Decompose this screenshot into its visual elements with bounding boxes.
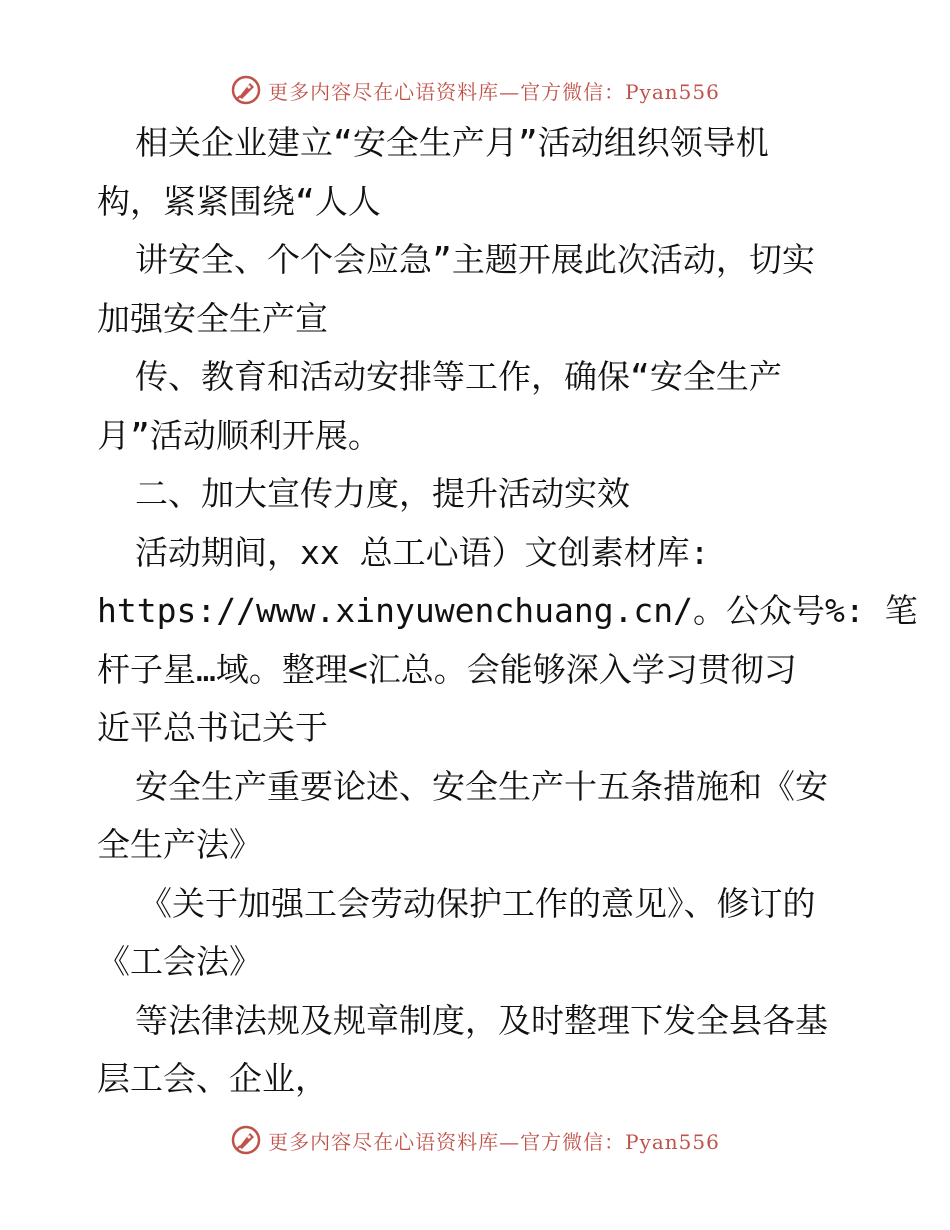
text-line: 层工会、企业，: [97, 1059, 328, 1098]
body-text: [97, 114, 918, 1109]
text-line: 加强安全生产宣: [97, 298, 328, 338]
text-line: 全生产法》: [97, 825, 262, 864]
pen-nib-icon: [230, 1124, 262, 1156]
text-line: 月”活动顺利开展。: [97, 415, 381, 455]
text-line: 《工会法》: [97, 942, 262, 981]
header-banner-text: 更多内容尽在心语资料库—官方微信：Pyan556: [268, 79, 720, 104]
text-line: 相关企业建立“安全生产月”活动组织领导机: [135, 123, 769, 162]
text-line: 活动期间，xx 总工心语）文创素材库:: [135, 532, 710, 572]
text-line: 构，紧紧围绕“人人: [97, 181, 381, 221]
text-line: 安全生产重要论述、安全生产十五条措施和《安: [135, 766, 828, 806]
text-line: 等法律法规及规章制度，及时整理下发全县各基: [135, 1000, 828, 1040]
text-line: https://www.xinyuwenchuang.cn/。公众号%: 笔: [97, 591, 918, 630]
text-line: 讲安全、个个会应急”主题开展此次活动，切实: [135, 240, 815, 279]
text-line: 近平总书记关于: [97, 708, 328, 747]
text-line: 传、教育和活动安排等工作，确保“安全生产: [135, 357, 782, 396]
text-line: 《关于加强工会劳动保护工作的意见》、修订的: [139, 883, 816, 923]
header-banner: [0, 70, 950, 110]
section-heading: 二、加大宣传力度，提升活动实效: [135, 474, 630, 513]
footer-banner-text: 更多内容尽在心语资料库—官方微信：Pyan556: [268, 1129, 720, 1154]
footer-banner: [0, 1120, 950, 1160]
pen-nib-icon: [230, 74, 262, 106]
text-line: 杆子星…域。整理<汇总。会能够深入学习贯彻习: [97, 649, 797, 689]
